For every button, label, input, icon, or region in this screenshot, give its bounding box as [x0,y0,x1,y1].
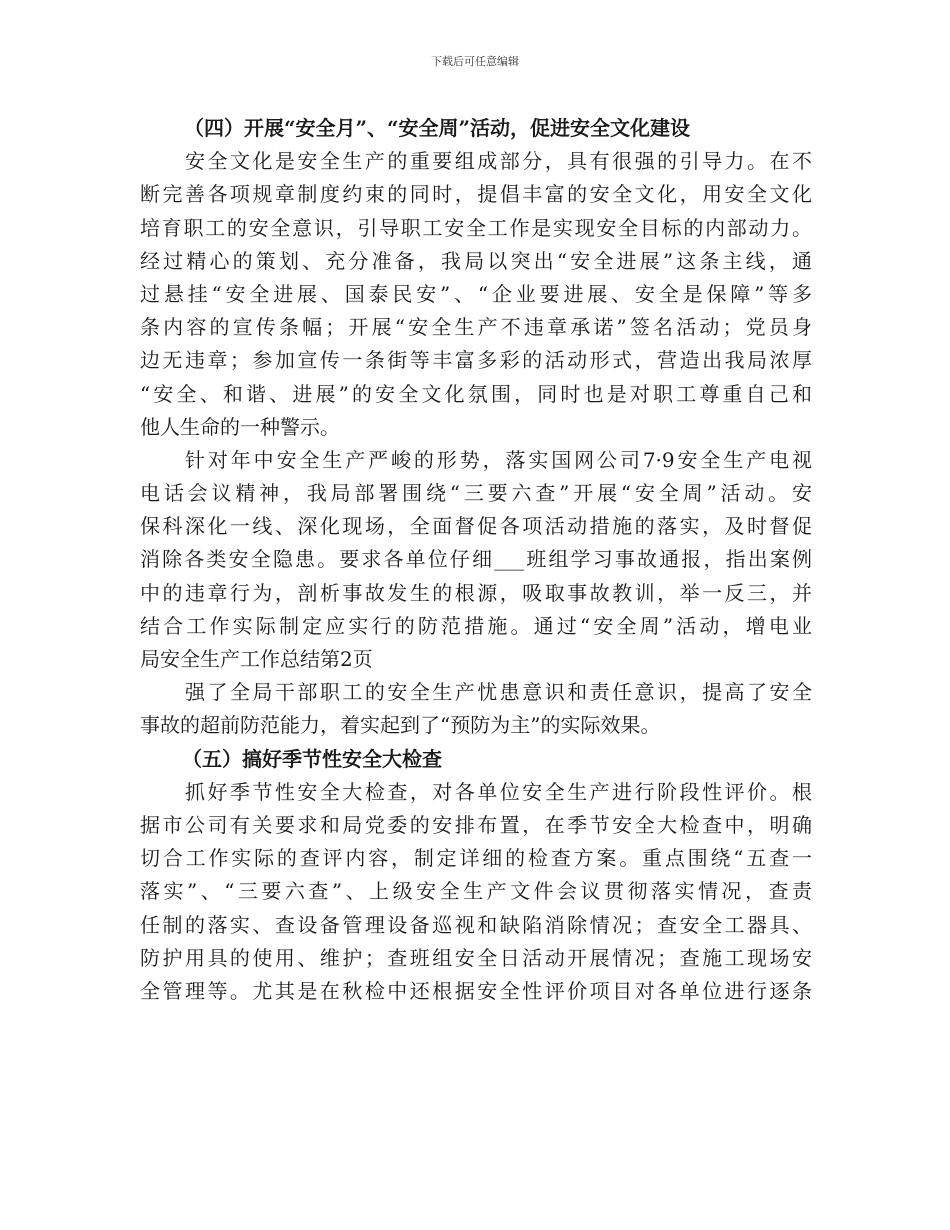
document-body [140,112,812,1008]
page-header: 下载后可任意编辑 [431,55,519,68]
paragraph-line: 他人生命的一种警示。 [140,414,340,439]
paragraph-line: 断完善各项规章制度约束的同时，提倡丰富的安全文化，用安全文化 [140,182,812,207]
paragraph-line: 全管理等。尤其是在秋检中还根据安全性评价项目对各单位进行逐条 [140,978,812,1003]
paragraph-line: 边无违章；参加宣传一条街等丰富多彩的活动形式，营造出我局浓厚 [140,348,812,373]
paragraph-line: 安全文化是安全生产的重要组成部分，具有很强的引导力。在不 [185,149,812,174]
paragraph-line: 结合工作实际制定应实行的防范措施。通过“安全周”活动，增电业 [140,613,812,638]
paragraph-line: 抓好季节性安全大检查，对各单位安全生产进行阶段性评价。根 [185,779,812,804]
paragraph-line: 条内容的宣传条幅；开展“安全生产不违章承诺”签名活动；党员身 [140,315,812,340]
paragraph-line: 消除各类安全隐患。要求各单位仔细___班组学习事故通报，指出案例 [140,547,812,572]
paragraph-line: “安全、和谐、进展”的安全文化氛围，同时也是对职工尊重自己和 [140,381,812,406]
section-heading-4: （四）开展“安全月”、“安全周”活动，促进安全文化建设 [184,116,691,140]
paragraph-line: 强了全局干部职工的安全生产忧患意识和责任意识，提高了安全 [185,680,812,705]
paragraph-line: 落实”、“三要六查”、上级安全生产文件会议贯彻落实情况，查责 [140,879,812,904]
paragraph-line: 任制的落实、查设备管理设备巡视和缺陷消除情况；查安全工器具、 [140,912,812,937]
paragraph-line: 据市公司有关要求和局党委的安排布置，在季节安全大检查中，明确 [140,812,812,837]
paragraph-line: 中的违章行为，剖析事故发生的根源，吸取事故教训，举一反三，并 [140,580,812,605]
paragraph-line: 过悬挂“安全进展、国泰民安”、“企业要进展、安全是保障”等多 [140,281,812,306]
paragraph-line: 防护用具的使用、维护；查班组安全日活动开展情况；查施工现场安 [140,945,812,970]
paragraph-line: 局安全生产工作总结第2页 [140,647,373,671]
paragraph-line: 针对年中安全生产严峻的形势，落实国网公司7·9安全生产电视 [185,447,812,472]
paragraph-line: 事故的超前防范能力，着实起到了“预防为主”的实际效果。 [140,713,661,738]
paragraph-line: 经过精心的策划、充分准备，我局以突出“安全进展”这条主线，通 [140,248,812,273]
section-heading-5: （五）搞好季节性安全大检查 [182,746,442,771]
paragraph-line: 电话会议精神，我局部署围绕“三要六查”开展“安全周”活动。安 [140,481,812,506]
paragraph-line: 切合工作实际的查评内容，制定详细的检查方案。重点围绕“五查一 [140,846,812,871]
paragraph-line: 培育职工的安全意识，引导职工安全工作是实现安全目标的内部动力。 [140,215,812,240]
paragraph-line: 保科深化一线、深化现场，全面督促各项活动措施的落实，及时督促 [140,514,812,539]
